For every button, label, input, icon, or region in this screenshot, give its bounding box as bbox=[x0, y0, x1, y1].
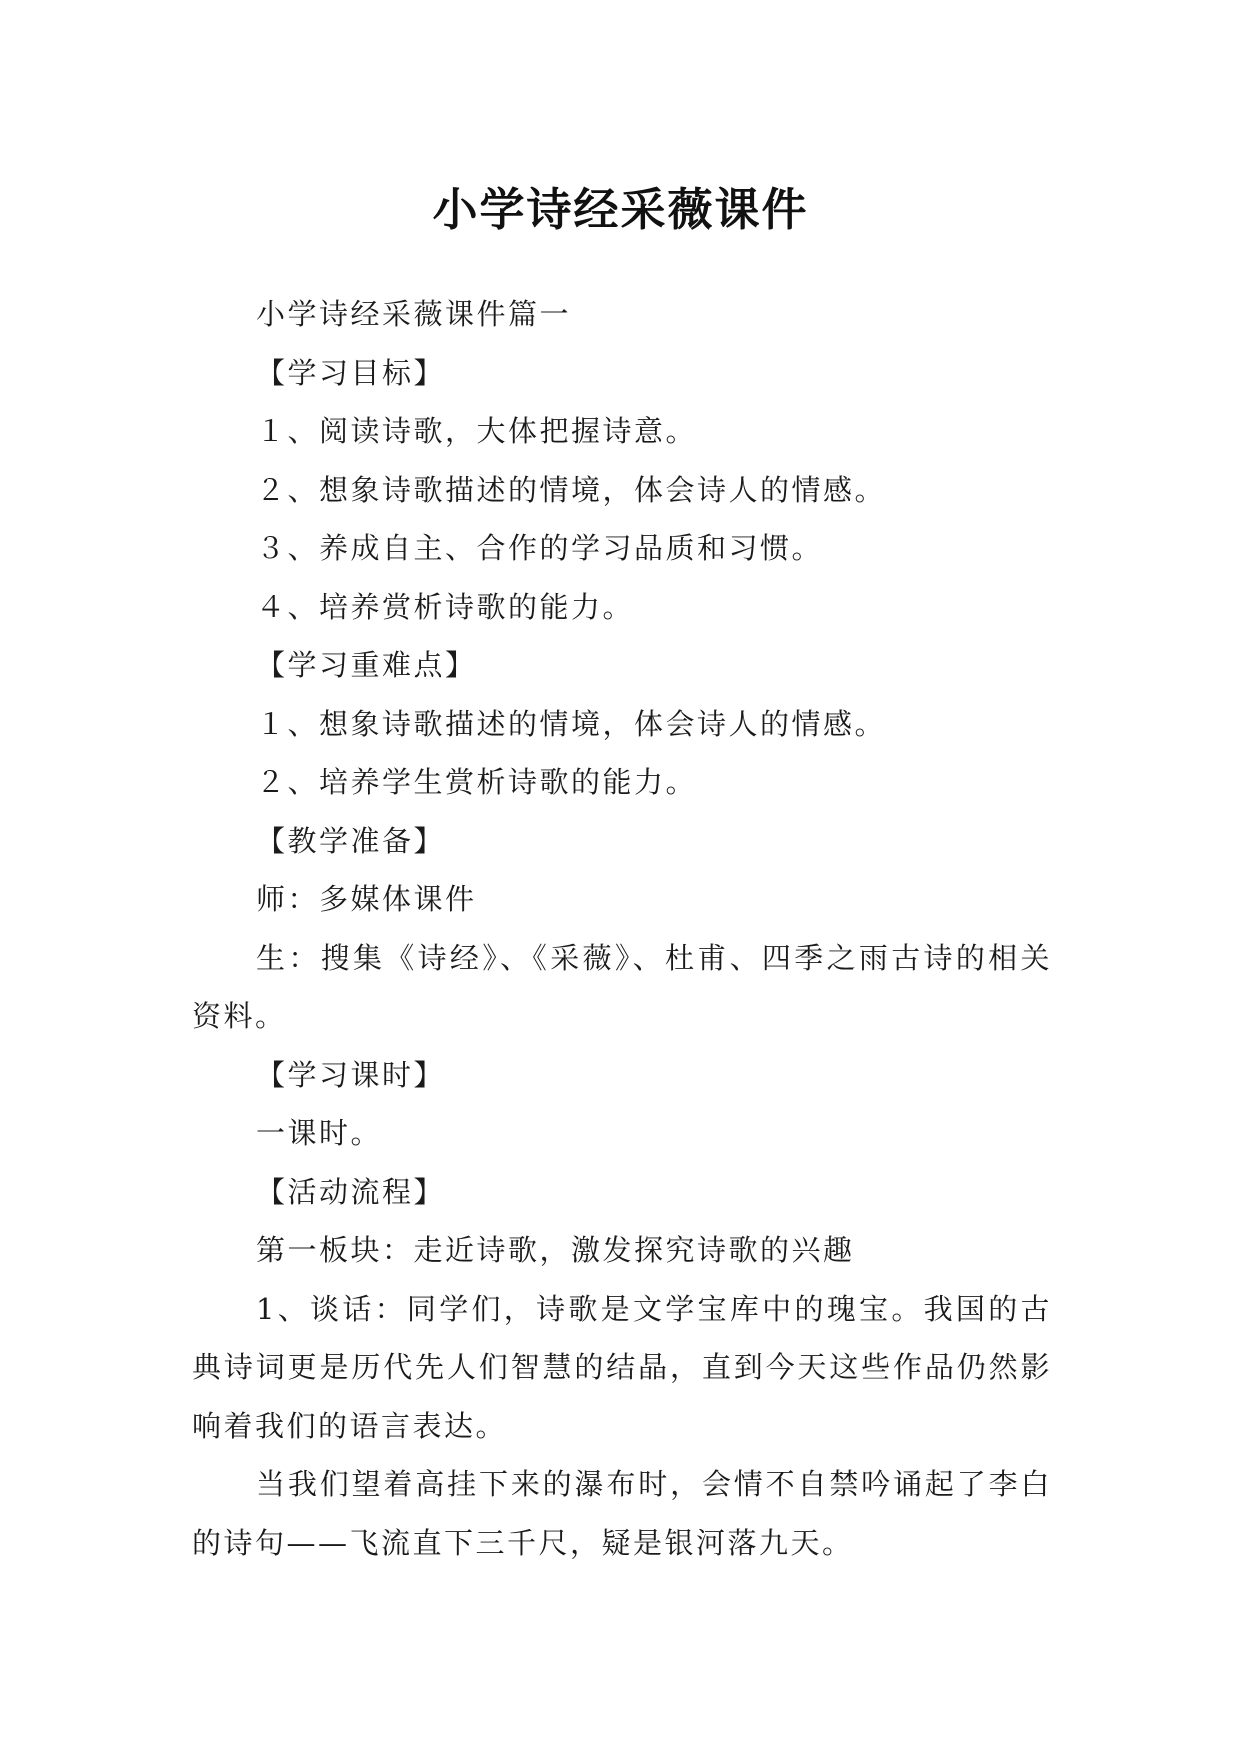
bracket-heading-class-hours: 【学习课时】 bbox=[256, 1057, 446, 1092]
preparation-student: 生：搜集《诗经》、《采薇》、杜甫、四季之雨古诗的相关资料。 bbox=[192, 940, 1052, 1033]
goal-item: ２、想象诗歌描述的情境，体会诗人的情感。 bbox=[256, 472, 887, 507]
key-point-item: １、想象诗歌描述的情境，体会诗人的情感。 bbox=[256, 706, 887, 741]
body-paragraph: 1、谈话：同学们，诗歌是文学宝库中的瑰宝。我国的古典诗词更是历代先人们智慧的结晶，直到今天这些作品仍然影响着我们的语言表达。 bbox=[192, 1291, 1052, 1443]
document-body bbox=[192, 285, 1052, 1572]
preparation-teacher: 师：多媒体课件 bbox=[256, 882, 477, 916]
bracket-heading-key-points: 【学习重难点】 bbox=[256, 648, 477, 682]
goal-item: ４、培养赏析诗歌的能力。 bbox=[256, 589, 635, 624]
key-point-item: ２、培养学生赏析诗歌的能力。 bbox=[256, 765, 698, 799]
goal-item: １、阅读诗歌，大体把握诗意。 bbox=[256, 414, 698, 448]
bracket-heading-learning-goals: 【学习目标】 bbox=[256, 355, 446, 390]
body-paragraph: 当我们望着高挂下来的瀑布时，会情不自禁吟诵起了李白的诗句——飞流直下三千尺，疑是银河落九天。 bbox=[192, 1467, 1052, 1560]
activity-block-heading: 第一板块：走近诗歌，激发探究诗歌的兴趣 bbox=[256, 1233, 855, 1267]
bracket-heading-activity-flow: 【活动流程】 bbox=[256, 1174, 446, 1209]
class-hours-text: 一课时。 bbox=[256, 1116, 383, 1150]
document-title: 小学诗经采薇课件 bbox=[432, 183, 809, 237]
section-heading: 小学诗经采薇课件篇一 bbox=[256, 297, 572, 331]
goal-item: ３、养成自主、合作的学习品质和习惯。 bbox=[256, 531, 824, 565]
bracket-heading-preparation: 【教学准备】 bbox=[256, 823, 446, 858]
